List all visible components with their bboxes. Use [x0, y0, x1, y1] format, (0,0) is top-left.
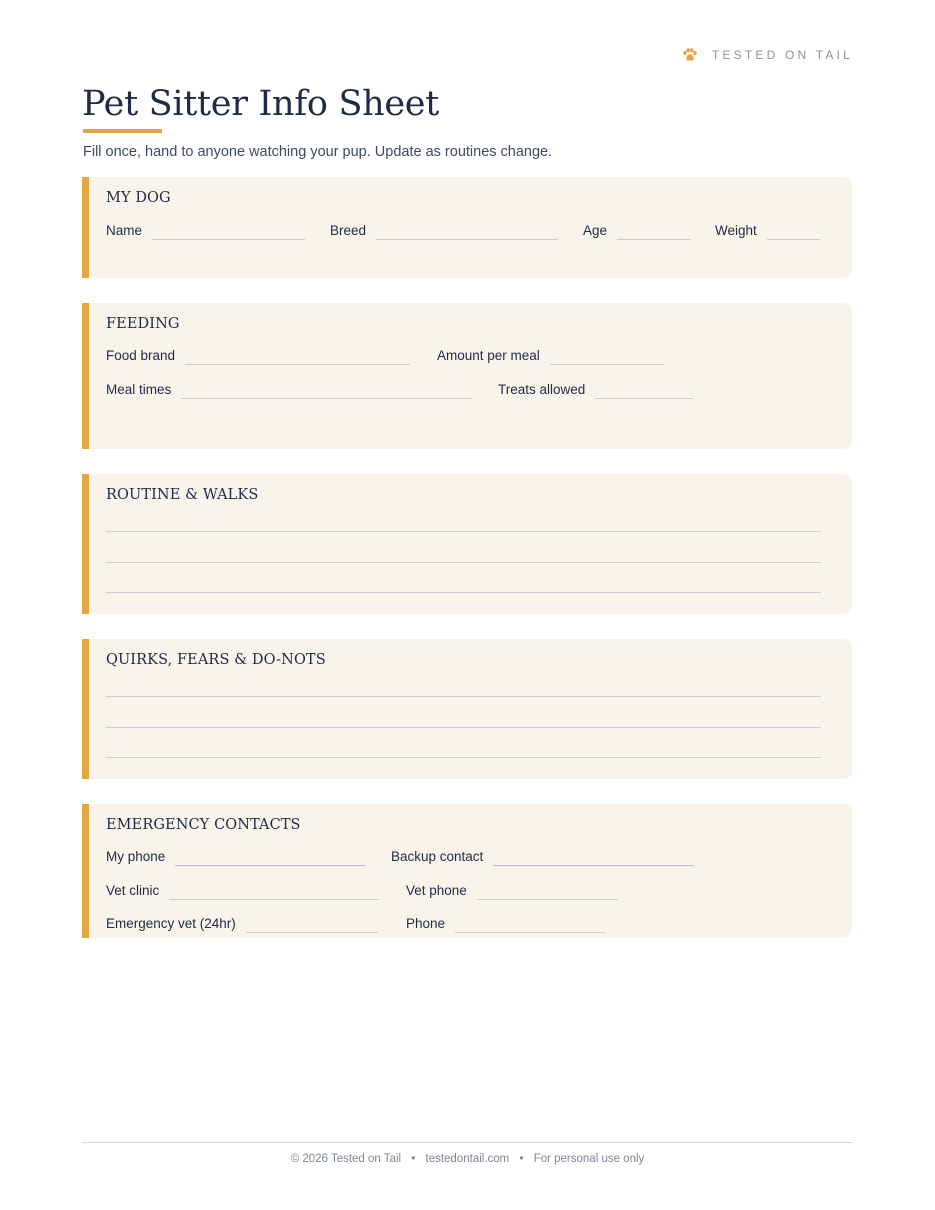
my-phone-input-line[interactable] — [175, 864, 365, 866]
section-quirks-fears — [82, 639, 852, 779]
field-vet-phone[interactable] — [406, 883, 618, 899]
section-heading: FEEDING — [106, 316, 180, 332]
field-food-brand[interactable] — [106, 348, 410, 364]
page-title: Pet Sitter Info Sheet — [82, 84, 439, 124]
section-emergency-contacts — [82, 804, 852, 938]
age-input-line[interactable] — [617, 238, 691, 240]
field-breed[interactable] — [330, 223, 558, 239]
field-label: Amount per meal — [437, 348, 540, 363]
field-label: Breed — [330, 223, 367, 238]
breed-input-line[interactable] — [376, 238, 558, 240]
field-treats-allowed[interactable] — [498, 382, 693, 398]
amount-per-meal-input-line[interactable] — [550, 363, 664, 365]
title-underline — [83, 129, 162, 133]
writing-line[interactable] — [106, 562, 821, 563]
footer-separator: • — [411, 1153, 416, 1165]
section-feeding — [82, 303, 852, 449]
footer-copyright: © 2026 Tested on Tail — [290, 1153, 402, 1165]
field-name[interactable] — [106, 223, 305, 239]
footer-note: For personal use only — [533, 1153, 645, 1165]
field-amount-per-meal[interactable] — [437, 348, 664, 364]
field-label: Treats allowed — [498, 382, 586, 397]
name-input-line[interactable] — [152, 238, 305, 240]
writing-line[interactable] — [106, 592, 821, 593]
field-meal-times[interactable] — [106, 382, 472, 398]
field-weight[interactable] — [715, 223, 820, 239]
section-heading: ROUTINE & WALKS — [106, 487, 259, 503]
field-emergency-vet[interactable] — [106, 916, 378, 932]
treats-allowed-input-line[interactable] — [595, 397, 693, 399]
vet-clinic-input-line[interactable] — [169, 898, 379, 900]
emergency-vet-input-line[interactable] — [246, 931, 378, 933]
field-label: Vet clinic — [106, 883, 160, 898]
weight-input-line[interactable] — [767, 238, 820, 240]
writing-line[interactable] — [106, 696, 821, 697]
food-brand-input-line[interactable] — [185, 363, 410, 365]
section-heading: QUIRKS, FEARS & DO-NOTS — [106, 652, 326, 668]
brand — [682, 48, 853, 62]
field-phone[interactable] — [406, 916, 605, 932]
field-label: Age — [583, 223, 608, 238]
field-age[interactable] — [583, 223, 691, 239]
field-vet-clinic[interactable] — [106, 883, 379, 899]
paw-icon — [682, 48, 698, 62]
page-subtitle: Fill once, hand to anyone watching your pup. Update as routines change. — [83, 144, 553, 160]
footer-site-link[interactable]: testedontail.com — [425, 1153, 510, 1165]
section-my-dog — [82, 177, 852, 278]
section-heading: MY DOG — [106, 190, 171, 206]
writing-line[interactable] — [106, 531, 821, 532]
field-label: My phone — [106, 849, 166, 864]
field-my-phone[interactable] — [106, 849, 365, 865]
field-label: Weight — [715, 223, 757, 238]
footer — [0, 1153, 935, 1165]
vet-phone-input-line[interactable] — [477, 898, 618, 900]
brand-name: TESTED ON TAIL — [711, 48, 853, 62]
field-backup-contact[interactable] — [391, 849, 694, 865]
field-label: Backup contact — [391, 849, 484, 864]
footer-divider — [82, 1142, 853, 1143]
section-heading: EMERGENCY CONTACTS — [106, 817, 301, 833]
meal-times-input-line[interactable] — [181, 397, 472, 399]
footer-separator: • — [519, 1153, 524, 1165]
writing-line[interactable] — [106, 757, 821, 758]
section-routine-walks — [82, 474, 852, 614]
backup-contact-input-line[interactable] — [493, 864, 694, 866]
field-label: Name — [106, 223, 143, 238]
phone-input-line[interactable] — [455, 931, 605, 933]
field-label: Vet phone — [406, 883, 467, 898]
field-label: Food brand — [106, 348, 176, 363]
field-label: Phone — [406, 916, 446, 931]
field-label: Meal times — [106, 382, 172, 397]
writing-line[interactable] — [106, 727, 821, 728]
field-label: Emergency vet (24hr) — [106, 916, 236, 931]
